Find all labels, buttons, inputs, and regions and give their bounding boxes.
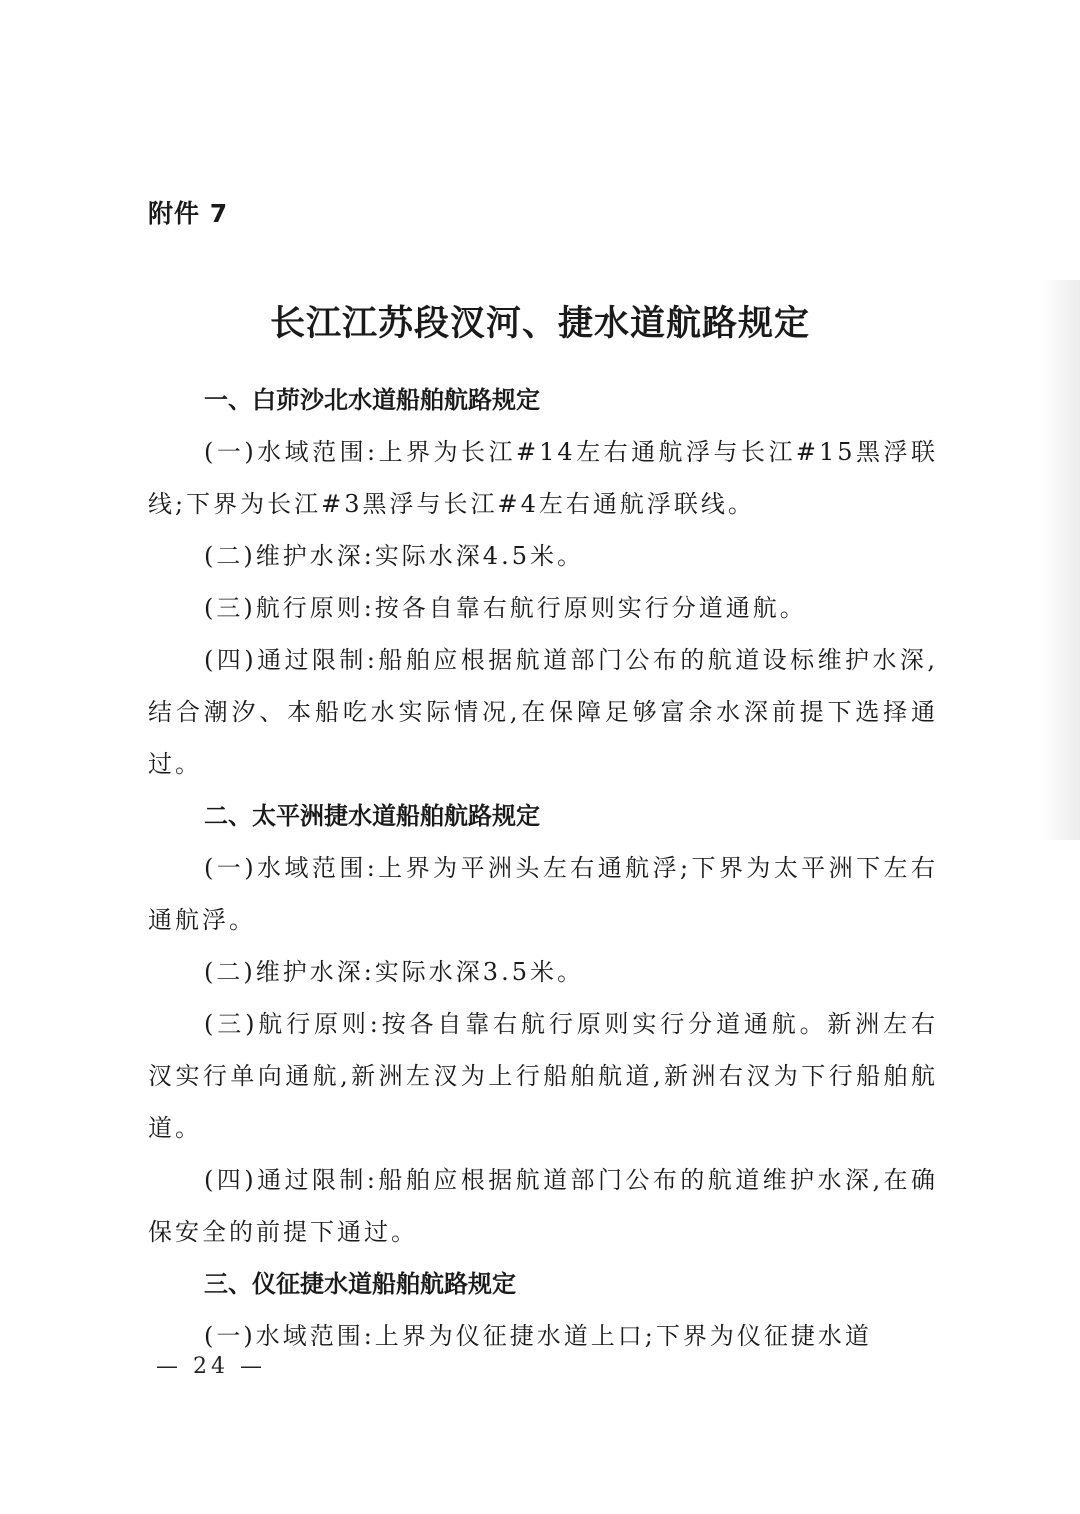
paragraph: (四)通过限制:船舶应根据航道部门公布的航道维护水深,在确保安全的前提下通过。	[148, 1166, 938, 1246]
page-number: — 24 —	[156, 1354, 266, 1379]
paragraph: (一)水域范围:上界为仪征捷水道上口;下界为仪征捷水道	[204, 1322, 872, 1350]
paragraph: (三)航行原则:按各自靠右航行原则实行分道通航。	[204, 594, 807, 622]
paragraph: (四)通过限制:船舶应根据航道部门公布的航道设标维护水深,结合潮汐、本船吃水实际情况,在保障足够富余水深前提下选择通过。	[148, 646, 938, 778]
paragraph: (一)水域范围:上界为长江#14左右通航浮与长江#15黑浮联线;下界为长江#3黑浮与长江#4左右通航浮联线。	[148, 438, 938, 518]
section-heading: 二、太平洲捷水道船舶航路规定	[204, 802, 540, 830]
annex-label: 附件 7	[148, 199, 229, 228]
paragraph: (三)航行原则:按各自靠右航行原则实行分道通航。新洲左右汊实行单向通航,新洲左汊为上行船舶航道,新洲右汊为下行船舶航道。	[148, 1010, 938, 1142]
paragraph: (二)维护水深:实际水深3.5米。	[204, 958, 584, 986]
document-title: 长江江苏段汊河、捷水道航路规定	[269, 304, 810, 344]
scan-edge-shadow	[1040, 280, 1080, 840]
document-body	[148, 374, 938, 1362]
section-heading: 三、仪征捷水道船舶航路规定	[204, 1270, 516, 1298]
paragraph: (一)水域范围:上界为平洲头左右通航浮;下界为太平洲下左右通航浮。	[148, 854, 938, 934]
section-heading: 一、白茆沙北水道船舶航路规定	[204, 386, 540, 414]
paragraph: (二)维护水深:实际水深4.5米。	[204, 542, 584, 570]
